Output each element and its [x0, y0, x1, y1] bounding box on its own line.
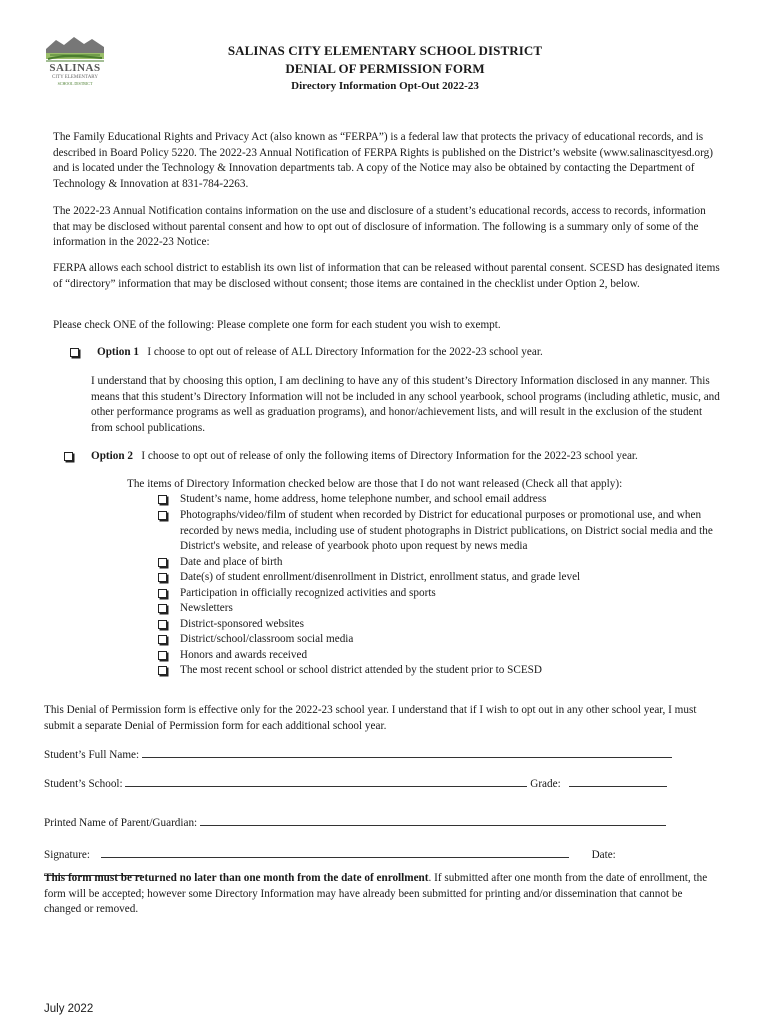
option2-item: Photographs/video/film of student when recorded by District for educational purposes or promotional use, and when recorded by news media, including use of student photographs in District publications, on District social media and the District's website, and release of yearbook photo upon request by news media — [158, 508, 724, 555]
option1-text: I choose to opt out of release of ALL Directory Information for the 2022-23 school year. — [147, 346, 543, 358]
school-field[interactable] — [125, 775, 527, 787]
ferpa-paragraph: The Family Educational Rights and Privacy Act (also known as “FERPA”) is a federal law that protects the privacy of educational records, and is described in Board Policy 5220. The 2022-23 Annual Notification of FERPA Rights is published on the District’s website (www.salinascityesd.org) and is located under the Technology & Innovation departments tab. A copy of the Notice may also be obtained by contacting the Department of Technology & Innovation at 831-784-2263. — [53, 131, 713, 190]
option2-item: Newsletters — [158, 601, 738, 617]
option2-text: I choose to opt out of release of only the following items of Directory Information for the 2022-23 school year. — [141, 450, 638, 462]
option1-row — [97, 345, 737, 361]
directory-paragraph: FERPA allows each school district to establish its own list of information that can be released without parental consent. SCESD has designated items of “directory” information that may be disclosed without consent; those items are contained in the checklist under Option 2, below. — [53, 262, 720, 290]
option2-item: Date and place of birth — [158, 555, 738, 571]
option2-intro: The items of Directory Information checked below are those that I do not want released (Check all that apply): — [127, 478, 623, 490]
option2-item: District/school/classroom social media — [158, 632, 738, 648]
logo-name: SALINAS — [49, 62, 101, 74]
date-label: Date: — [591, 849, 616, 861]
item-checkbox[interactable] — [158, 620, 167, 629]
student-name-row — [44, 746, 704, 764]
option2-row — [91, 449, 751, 465]
grade-field[interactable] — [569, 775, 667, 787]
notification-paragraph: The 2022-23 Annual Notification contains information on the use and disclosure of a student’s educational records, access to records, information that may be disclosed without parental consent and how to opt out of disclosure of information. The following is a summary only of some of the information in the 2022-23 Notice: — [53, 205, 706, 249]
option1-label: Option 1 — [97, 346, 139, 358]
item-checkbox[interactable] — [158, 651, 167, 660]
option2-item: Participation in officially recognized activities and sports — [158, 586, 738, 602]
option2-item: Date(s) of student enrollment/disenrollment in District, enrollment status, and grade level — [158, 570, 738, 586]
logo-subline: CITY ELEMENTARY — [52, 75, 98, 80]
form-subtitle: Directory Information Opt-Out 2022-23 — [291, 80, 479, 92]
form-title: DENIAL OF PERMISSION FORM — [285, 61, 485, 76]
district-title: SALINAS CITY ELEMENTARY SCHOOL DISTRICT — [227, 43, 543, 58]
return-notice-rest: . If submitted after one month from the date of enrollment, the form will be accepted; however some Directory Information may have already been submitted for printing and/or dissemination that cannot be changed or removed. — [44, 872, 708, 916]
parent-field[interactable] — [200, 814, 666, 826]
effective-paragraph: This Denial of Permission form is effective only for the 2022-23 school year. I understand that if I wish to opt out in any other school year, I must submit a separate Denial of Permission form for each additional school year. — [44, 704, 697, 732]
option2-item: The most recent school or school district attended by the student prior to SCESD — [158, 663, 738, 679]
logo-subline-2: SCHOOL DISTRICT — [57, 81, 93, 86]
item-checkbox[interactable] — [158, 511, 167, 520]
school-label: Student’s School: — [44, 778, 123, 790]
item-checkbox[interactable] — [158, 495, 167, 504]
item-checkbox[interactable] — [158, 589, 167, 598]
grade-label: Grade: — [530, 778, 561, 790]
parent-label: Printed Name of Parent/Guardian: — [44, 817, 198, 829]
student-name-label: Student’s Full Name: — [44, 749, 140, 761]
option1-detail: I understand that by choosing this option, I am declining to have any of this student’s Directory Information disclosed in any manner. This means that this student’s Directory Information will not be included in any school yearbook, school programs (including athletic, music, and other performance programs as well as graduation programs), and honor/achievement lists, and will result in the exclusion of the student from school publications. — [91, 375, 720, 434]
item-checkbox[interactable] — [158, 604, 167, 613]
footer-date: July 2022 — [44, 1003, 94, 1015]
option2-item: Honors and awards received — [158, 648, 738, 664]
option2-item: District-sponsored websites — [158, 617, 738, 633]
option2-item: Student’s name, home address, home telephone number, and school email address — [158, 492, 738, 508]
return-notice-bold: This form must be returned no later than one month from the date of enrollment — [44, 872, 429, 884]
option2-checkbox[interactable] — [64, 452, 73, 461]
signature-field[interactable] — [101, 846, 569, 858]
option1-checkbox[interactable] — [70, 348, 79, 357]
option2-label: Option 2 — [91, 450, 133, 462]
item-checkbox[interactable] — [158, 573, 167, 582]
item-checkbox[interactable] — [158, 635, 167, 644]
student-name-field[interactable] — [142, 746, 672, 758]
signature-label: Signature: — [44, 849, 90, 861]
instructions: Please check ONE of the following: Please complete one form for each student you wish to exempt. — [53, 319, 501, 331]
item-checkbox[interactable] — [158, 666, 167, 675]
parent-row — [44, 814, 704, 832]
return-notice — [44, 871, 719, 918]
school-row — [44, 775, 704, 793]
item-checkbox[interactable] — [158, 558, 167, 567]
